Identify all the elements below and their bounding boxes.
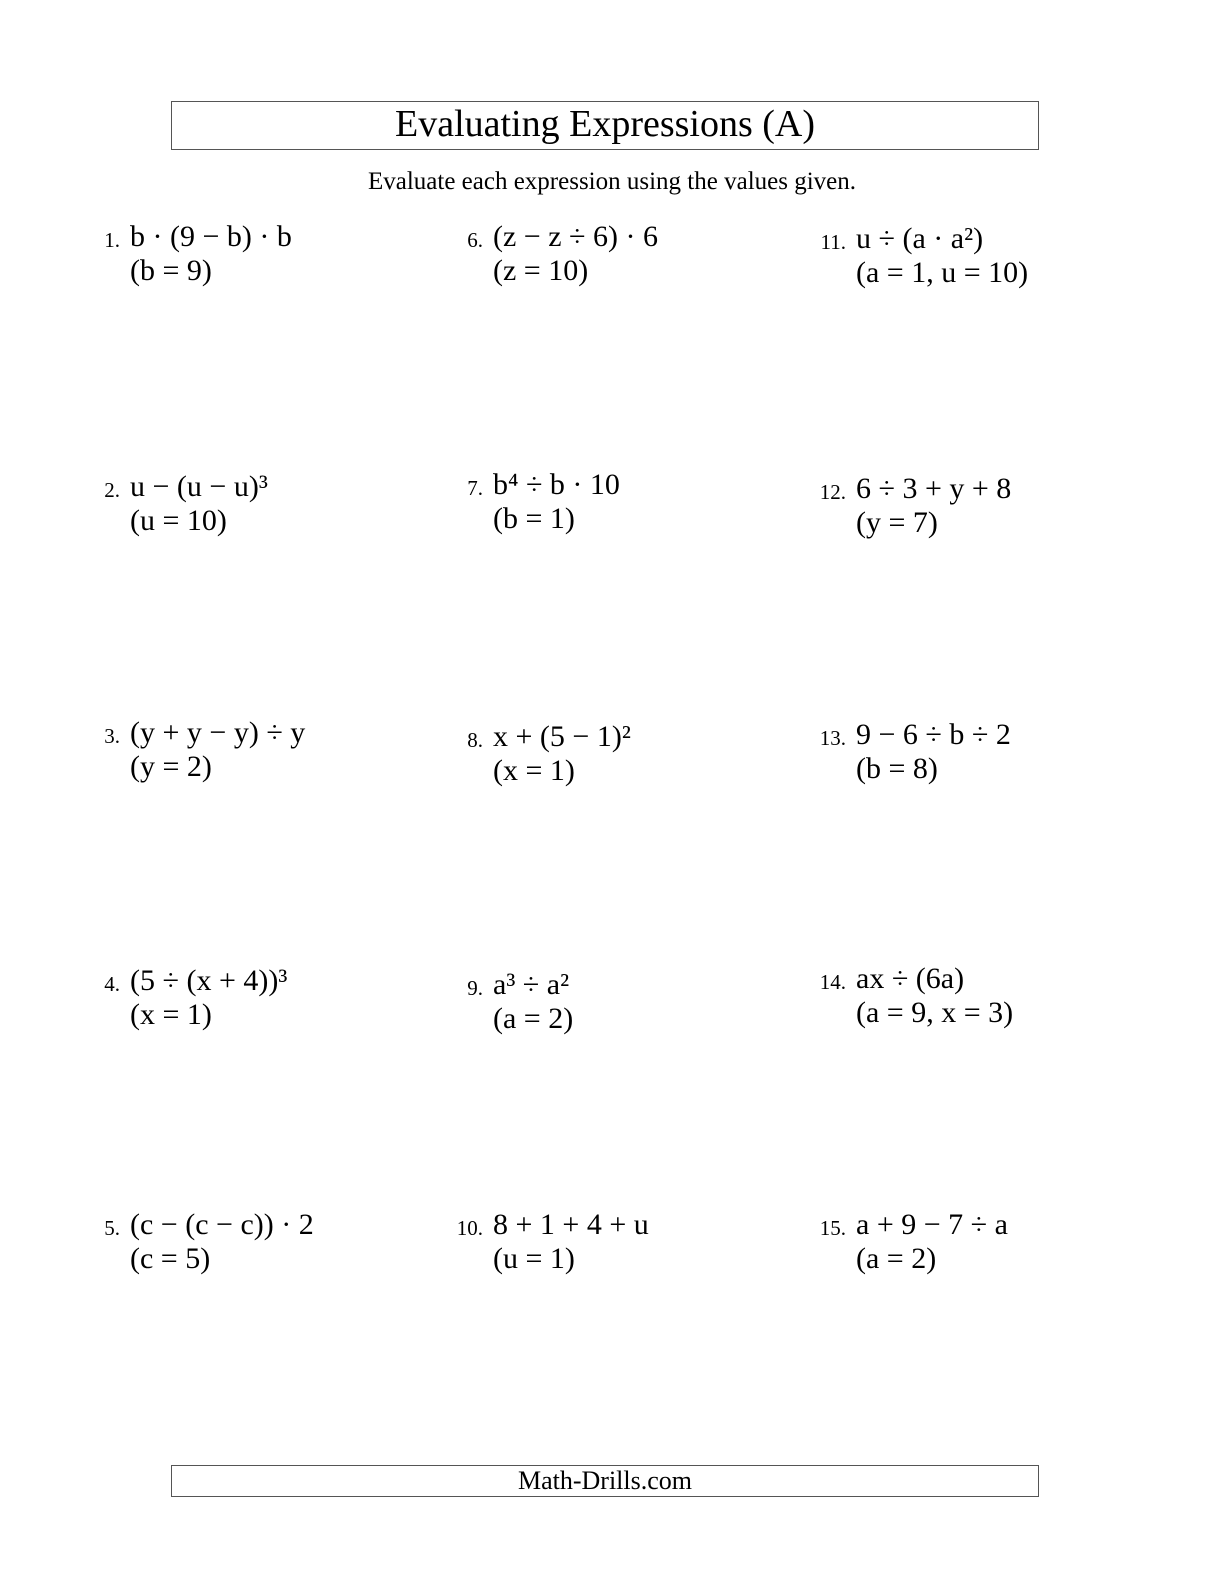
problem-3	[104, 716, 470, 806]
problem-given-values: (u = 10)	[130, 504, 227, 537]
problem-given-values: (b = 9)	[130, 254, 212, 287]
problem-given-values: (x = 1)	[130, 998, 212, 1031]
problem-expression: (c − (c − c)) · 2	[130, 1208, 314, 1241]
problem-expression: b⁴ ÷ b · 10	[493, 468, 620, 501]
problem-6	[467, 220, 833, 310]
problem-given-values: (y = 2)	[130, 750, 212, 783]
problem-expression: ax ÷ (6a)	[856, 962, 965, 995]
problem-expression: x + (5 − 1)²	[493, 720, 631, 753]
problem-5	[104, 1208, 470, 1298]
problem-expression: (5 ÷ (x + 4))³	[130, 964, 288, 997]
problem-number: 4.	[104, 972, 120, 996]
problem-given-values: (x = 1)	[493, 754, 575, 787]
problem-number: 13.	[819, 726, 846, 750]
problem-number: 1.	[104, 228, 120, 252]
problem-expression: 8 + 1 + 4 + u	[493, 1208, 649, 1241]
problem-number: 7.	[467, 476, 483, 500]
problem-expression: a³ ÷ a²	[493, 968, 570, 1001]
problem-given-values: (c = 5)	[130, 1242, 211, 1275]
problem-15	[819, 1208, 1196, 1298]
problem-number: 5.	[104, 1216, 120, 1240]
problem-1	[104, 220, 470, 310]
problem-number: 14.	[819, 970, 846, 994]
problem-number: 10.	[456, 1216, 483, 1240]
problem-2	[104, 470, 470, 560]
problem-expression: u ÷ (a · a²)	[856, 222, 984, 255]
instructions: Evaluate each expression using the values given.	[367, 168, 857, 195]
problem-given-values: (a = 9, x = 3)	[856, 996, 1014, 1029]
problem-expression: (y + y − y) ÷ y	[130, 716, 306, 749]
problem-13	[819, 718, 1196, 808]
footer-site-name: Math-Drills.com	[171, 1465, 1039, 1497]
problem-4	[104, 964, 470, 1054]
problem-9	[467, 968, 833, 1058]
problem-given-values: (b = 8)	[856, 752, 938, 785]
problem-number: 15.	[819, 1216, 846, 1240]
problem-number: 3.	[104, 724, 120, 748]
worksheet-title: Evaluating Expressions (A)	[171, 101, 1039, 150]
problem-number: 2.	[104, 478, 120, 502]
problem-expression: a + 9 − 7 ÷ a	[856, 1208, 1008, 1241]
problem-given-values: (y = 7)	[856, 506, 938, 539]
problem-number: 9.	[467, 976, 483, 1000]
problem-given-values: (a = 2)	[493, 1002, 574, 1035]
problem-expression: b · (9 − b) · b	[130, 220, 292, 253]
problem-given-values: (u = 1)	[493, 1242, 575, 1275]
problem-given-values: (z = 10)	[493, 254, 589, 287]
problem-number: 11.	[820, 230, 846, 254]
problem-7	[467, 468, 833, 558]
problem-given-values: (b = 1)	[493, 502, 575, 535]
problem-expression: u − (u − u)³	[130, 470, 268, 503]
problem-expression: 9 − 6 ÷ b ÷ 2	[856, 718, 1011, 751]
problem-number: 12.	[819, 480, 846, 504]
problem-12	[819, 472, 1196, 562]
problem-number: 8.	[467, 728, 483, 752]
problem-expression: 6 ÷ 3 + y + 8	[856, 472, 1012, 505]
problem-given-values: (a = 1, u = 10)	[856, 256, 1029, 289]
problem-8	[467, 720, 833, 810]
problem-11	[820, 222, 1196, 312]
problem-number: 6.	[467, 228, 483, 252]
problem-14	[819, 962, 1196, 1052]
problem-given-values: (a = 2)	[856, 1242, 937, 1275]
problem-expression: (z − z ÷ 6) · 6	[493, 220, 658, 253]
problem-10	[456, 1208, 833, 1298]
